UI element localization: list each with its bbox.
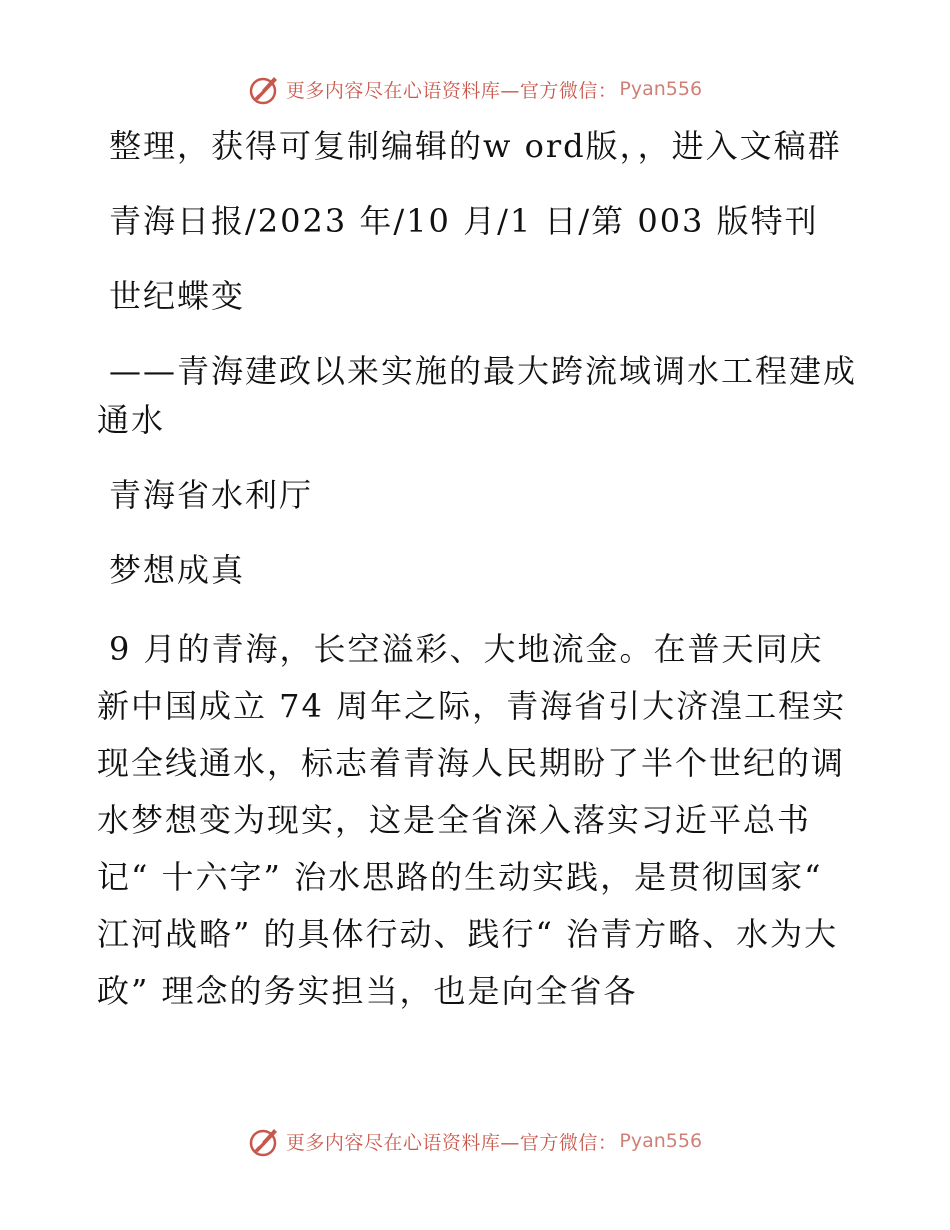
watermark-text: 更多内容尽在心语资料库—官方微信： bbox=[285, 79, 618, 102]
intro-paragraph: 整理，获得可复制编辑的w ord版，，进入文稿群 bbox=[109, 127, 842, 165]
watermark-text: 更多内容尽在心语资料库—官方微信： bbox=[285, 1131, 618, 1154]
source-line: 青海日报/2023 年/10 月/1 日/第 003 版特刊 bbox=[109, 202, 819, 240]
section-heading: 梦想成真 bbox=[109, 551, 246, 589]
footer-watermark bbox=[0, 1124, 950, 1158]
article-subtitle: ——青海建政以来实施的最大跨流域调水工程建成通水 bbox=[97, 352, 858, 439]
watermark-account: Pyan556 bbox=[619, 78, 703, 100]
quill-logo-icon bbox=[248, 1124, 282, 1158]
article-author: 青海省水利厅 bbox=[109, 476, 314, 514]
document-body bbox=[97, 122, 857, 1020]
article-title: 世纪蝶变 bbox=[109, 277, 246, 315]
header-watermark bbox=[0, 72, 950, 106]
body-paragraph: 9 月的青海，长空溢彩、大地流金。在普天同庆新中国成立 74 周年之际，青海省引大济湟工程实现全线通水，标志着青海人民期盼了半个世纪的调水梦想变为现实，这是全省深入落实习近平总书记“ 十六字” 治水思路的生动实践，是贯彻国家“ 江河战略” 的具体行动、践行“ 治青方略、水为大政” 理念的务实担当，也是向全省各 bbox=[97, 630, 847, 1010]
quill-logo-icon bbox=[248, 72, 282, 106]
watermark-account: Pyan556 bbox=[619, 1130, 703, 1152]
